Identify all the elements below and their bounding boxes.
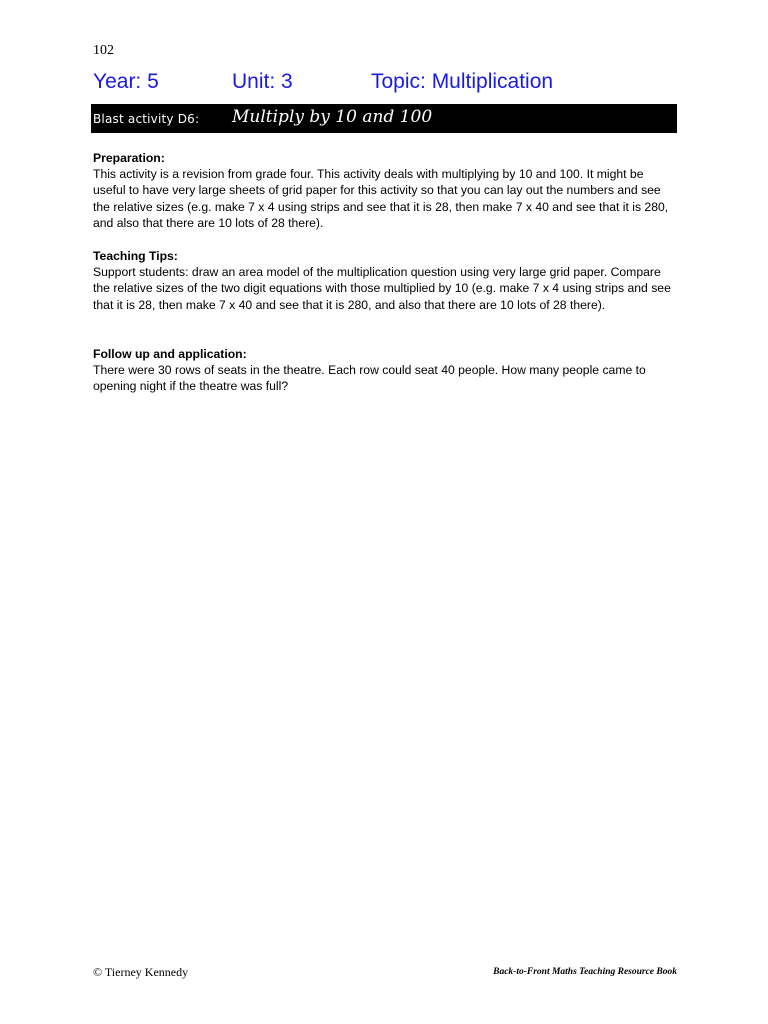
copyright-footer: © Tierney Kennedy (93, 965, 189, 979)
teaching-tips-label: Teaching Tips: (93, 249, 178, 263)
activity-title: Multiply by 10 and 100 (232, 107, 433, 127)
teaching-tips-text: Support students: draw an area model of the multiplication question using very large grid paper. Compare the relative sizes of the two digit equations with those multiplied by 10 (e.g. make 7 x 4 using strips and see that it is 28, then make 7 x 40 and see that it is 280, and also that there are 10 lots of 28 there). (93, 265, 671, 312)
preparation-text: This activity is a revision from grade four. This activity deals with multiplying by 10 and 100. It might be useful to have very large sheets of grid paper for this activity so that you can lay out the numbers and see the relative sizes (e.g. make 7 x 4 using strips and see that it is 28, then make 7 x 40 and see that it is 280, and also that there are 10 lots of 28 there). (93, 167, 669, 230)
page-heading (93, 70, 677, 100)
page-number: 102 (93, 43, 114, 58)
year-label: Year: 5 (93, 70, 159, 93)
follow-up-label: Follow up and application: (93, 347, 247, 361)
unit-label: Unit: 3 (232, 70, 293, 93)
topic-label: Topic: Multiplication (371, 70, 554, 93)
preparation-label: Preparation: (93, 151, 165, 165)
activity-banner (91, 104, 677, 133)
preparation-section (93, 150, 677, 231)
follow-up-text: There were 30 rows of seats in the theatre. Each row could seat 40 people. How many people came to opening night if the theatre was full? (93, 363, 646, 394)
teaching-tips-section (93, 248, 677, 313)
follow-up-section (93, 346, 677, 395)
book-title-footer: Back-to-Front Maths Teaching Resource Book (493, 967, 677, 977)
activity-code: Blast activity D6: (93, 112, 200, 126)
